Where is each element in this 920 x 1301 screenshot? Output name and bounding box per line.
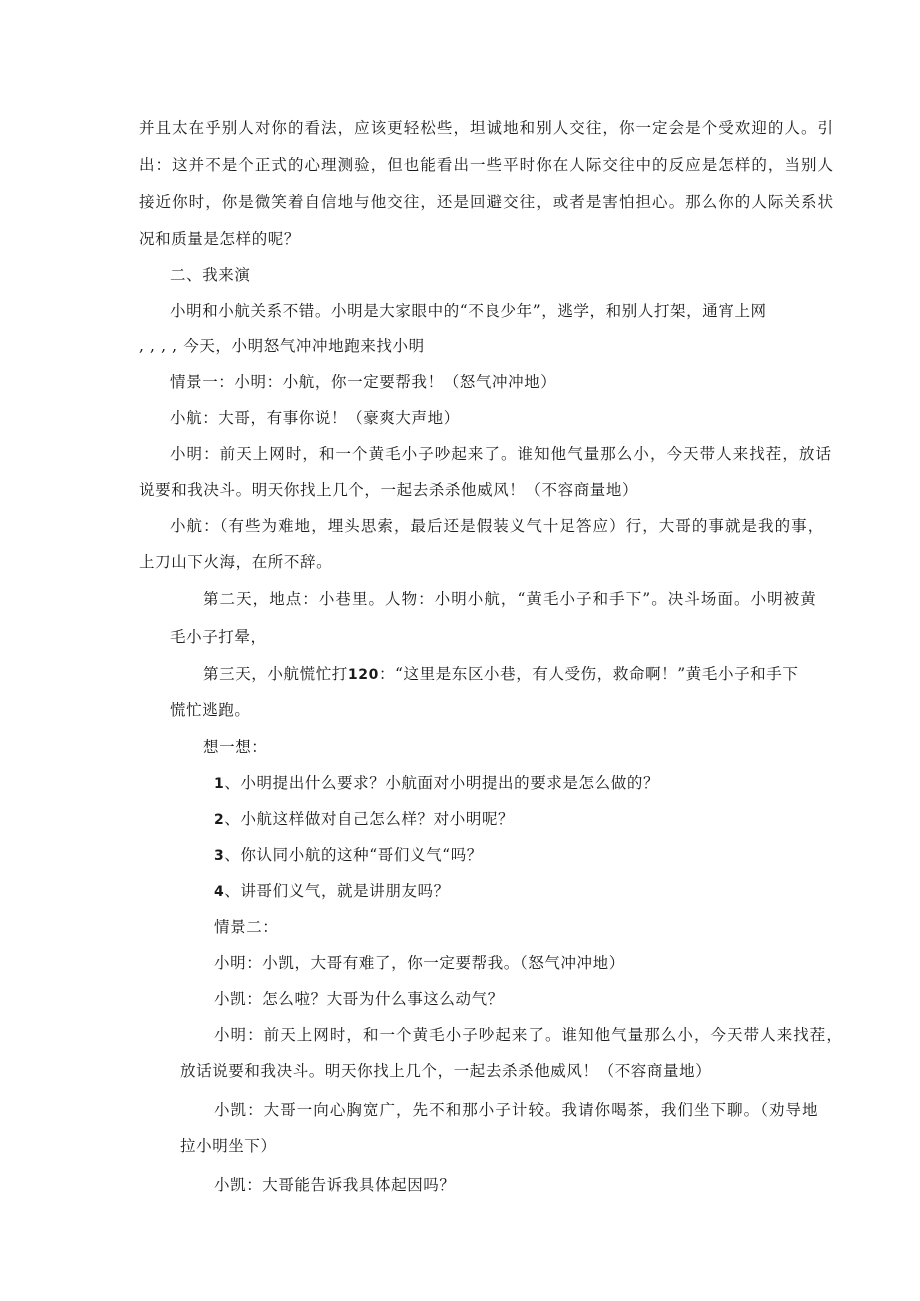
question-number: 4: [214, 884, 225, 900]
text-line: [203, 664, 799, 685]
phone-number: 120: [347, 667, 379, 683]
text-line: , , , , 今天，小明怒气冲冲地跑来找小明: [139, 337, 425, 355]
dialogue-line: 拉小明坐下）: [180, 1137, 277, 1155]
text-line: 慌忙逃跑。: [170, 701, 251, 719]
dialogue-line: 情景一：小明：小航，你一定要帮我！（怒气冲冲地）: [170, 373, 557, 391]
text-line: 第二天，地点：小巷里。人物：小明小航，“黄毛小子和手下”。决斗场面。小明被黄: [203, 590, 817, 608]
question-text: 、小明提出什么要求？小航面对小明提出的要求是怎么做的？: [224, 774, 660, 792]
question-text: 、小航这样做对自己怎么样？对小明呢？: [224, 810, 515, 828]
line-segment: 第三天，小航慌忙打: [203, 665, 348, 683]
text-line: 并且太在乎别人对你的看法，应该更轻松些，坦诚地和别人交往，你一定会是个受欢迎的人。引: [139, 119, 835, 137]
question-number: 2: [214, 812, 225, 828]
dialogue-line: 上刀山下火海，在所不辞。: [139, 553, 333, 571]
dialogue-line: 小凯：怎么啦？大哥为什么事这么动气？: [214, 990, 504, 1008]
line-segment: ：“这里是东区小巷，有人受伤，救命啊！”黄毛小子和手下: [378, 665, 799, 683]
question-text: 、你认同小航的这种“哥们义气“吗？: [224, 846, 483, 864]
question-number: 3: [214, 848, 225, 864]
question-item: [214, 881, 450, 902]
dialogue-line: 小凯：大哥一向心胸宽广，先不和那小子计较。我请你喝茶，我们坐下聊。（劝导地: [214, 1101, 819, 1119]
text-line: 况和质量是怎样的呢？: [139, 230, 301, 248]
dialogue-line: 小凯：大哥能告诉我具体起因吗？: [214, 1176, 456, 1194]
dialogue-line: 小航：（有些为难地，埋头思索，最后还是假装义气十足答应）行，大哥的事就是我的事，: [170, 517, 825, 535]
dialogue-line: 小明：前天上网时，和一个黄毛小子吵起来了。谁知他气量那么小，今天带人来找茬，放话: [170, 445, 833, 463]
question-item: [214, 809, 514, 830]
text-line: 小明和小航关系不错。小明是大家眼中的“不良少年”，逃学，和别人打架，通宵上网: [170, 302, 767, 320]
section-heading: 情景二：: [214, 918, 279, 936]
question-item: [214, 773, 659, 794]
dialogue-line: 小航：大哥，有事你说！（豪爽大声地）: [170, 409, 460, 427]
question-number: 1: [214, 776, 225, 792]
dialogue-line: 小明：小凯，大哥有难了，你一定要帮我。（怒气冲冲地）: [214, 954, 625, 972]
section-heading: 想一想：: [203, 738, 268, 756]
section-heading: 二、我来演: [170, 266, 251, 284]
dialogue-line: 放话说要和我决斗。明天你找上几个，一起去杀杀他威风！（不容商量地）: [180, 1062, 712, 1080]
dialogue-line: 说要和我决斗。明天你找上几个，一起去杀杀他威风！（不容商量地）: [139, 481, 639, 499]
text-line: 毛小子打晕，: [170, 628, 267, 646]
text-line: 接近你时，你是微笑着自信地与他交往，还是回避交往，或者是害怕担心。那么你的人际关系状: [139, 193, 835, 211]
question-item: [214, 845, 483, 866]
dialogue-line: 小明：前天上网时，和一个黄毛小子吵起来了。谁知他气量那么小，今天带人来找茬，: [214, 1026, 843, 1044]
question-text: 、讲哥们义气，就是讲朋友吗？: [224, 882, 450, 900]
text-line: 出：这并不是个正式的心理测验，但也能看出一些平时你在人际交往中的反应是怎样的，当别人: [139, 156, 835, 174]
